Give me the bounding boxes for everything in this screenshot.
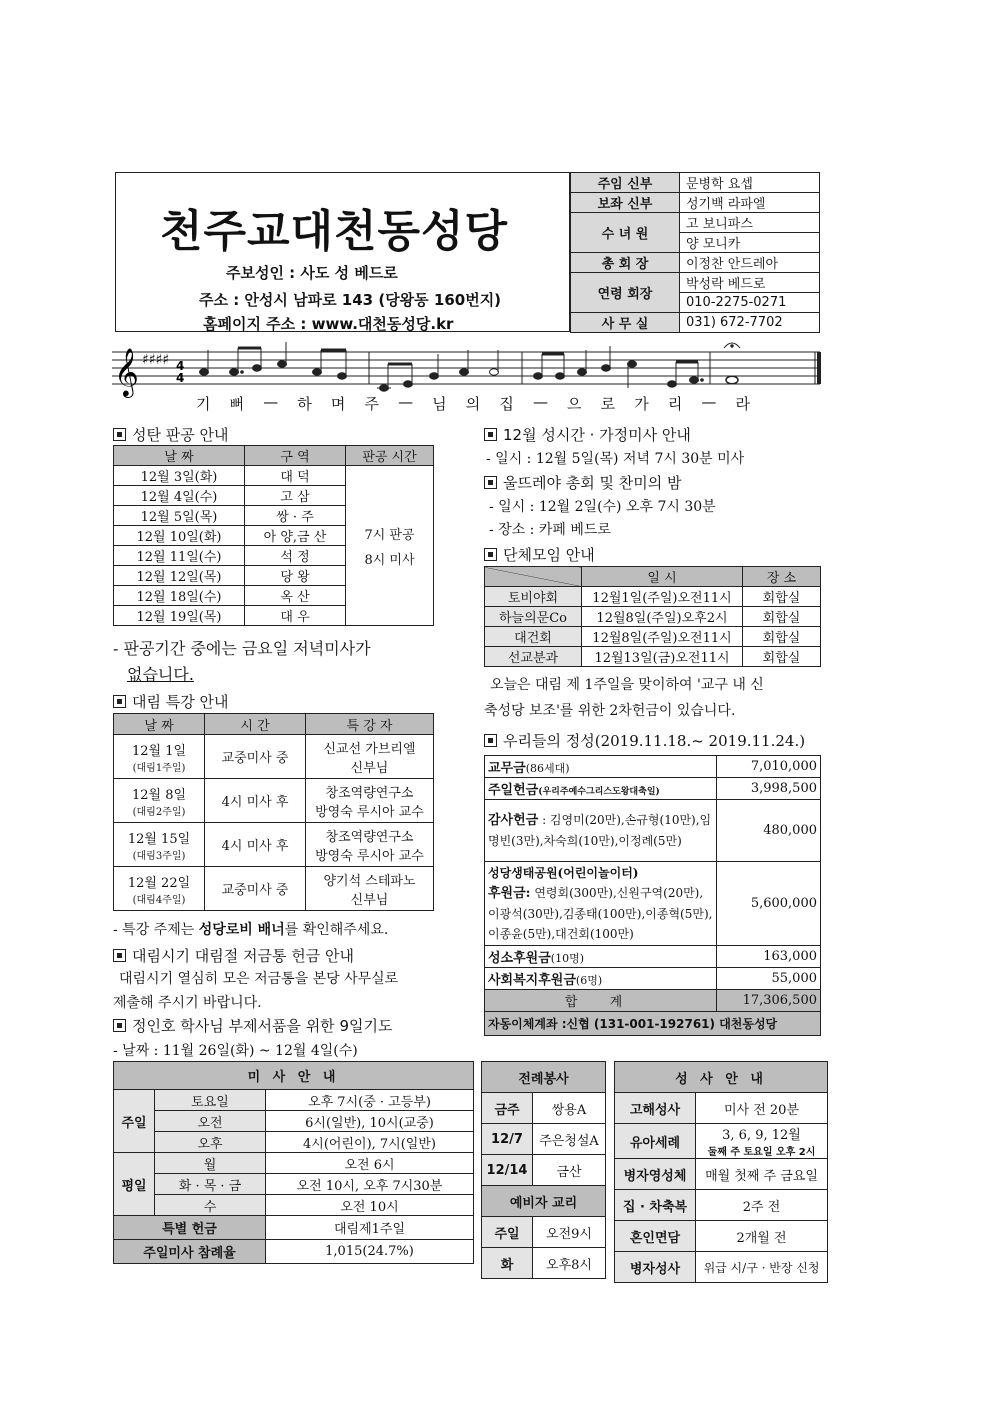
confession-note: - 판공기간 중에는 금요일 저녁미사가 [113,639,371,658]
lyric-syllable: 의 [465,395,487,413]
savings-line: 대림시기 열심히 모은 저금통을 본당 사무실로 [119,971,399,987]
staff-role: 연령 회장 [571,273,680,313]
table-row: 성당생태공원(어린이놀이터) 후원금: 연령회(300만),신원구역(20만),이광석(30만),김종태(100만),이종혁(5만),이종윤(5만),대건회(100만) 5,600,000 [485,862,821,946]
table-row: 12월 22일 (대림4주일) 교중미사 중 양기석 스테파노 신부님 [114,867,434,911]
square-bullet-icon [484,476,497,489]
square-bullet-icon [484,548,497,561]
table-header: 일 시 [582,567,743,587]
table-header: 날 짜 [114,714,205,735]
lyric-syllable: 주 [364,395,385,413]
staff-role: 수 녀 원 [571,213,680,253]
table-row: 하늘의문Co 12월8일(주일)오후2시 회합실 [485,607,821,627]
staff-name: 고 보니파스 [680,213,820,233]
lyric-syllable: 로 [600,395,622,413]
lyric-syllable: — [701,393,723,411]
mass-schedule-table [113,1061,474,1264]
table-row: 오후 4시(어린이), 7시(일반) [114,1132,474,1153]
ultreya-line: - 일시 : 12월 2일(수) 오후 7시 30분 [489,499,716,515]
lyric-syllable: 하 [297,395,318,413]
square-bullet-icon [113,949,126,962]
table-header: 장 소 [743,567,821,587]
staff-role: 총 회 장 [571,253,680,273]
lecture-section-title: 대림 특강 안내 [113,691,228,712]
offerings-table [484,755,821,1036]
staff-name: 문병학 요셉 [680,173,820,193]
address: 주소 : 안성시 남파로 143 (당왕동 160번지) [199,291,502,309]
second-collection-note-2: 축성당 보조'를 위한 2차헌금이 있습니다. [484,703,736,719]
attendance-row: 주일미사 참례율 1,015(24.7%) [114,1240,474,1264]
staff-phone: 010-2275-0271 [680,293,820,313]
diagonal-header-cell [485,567,582,587]
table-header: 구 역 [245,446,346,466]
table-header: 판공 시간 [346,446,434,466]
table-row: 선교분과 12월13일(금)오전11시 회합실 [485,647,821,667]
svg-text:𝄞: 𝄞 [114,347,139,396]
lyric-syllable: 며 [330,395,352,413]
confession-note-2: 없습니다. [127,665,194,684]
table-row: 12월 15일 (대림3주일) 4시 미사 후 창조역량연구소 방영숙 루시아 교수 [114,823,434,867]
ultreya-line-2: - 장소 : 카페 베드로 [489,522,611,538]
lyric-syllable: 집 [499,395,520,413]
table-row: 토비야회 12월1일(주일)오전11시 회합실 [485,587,821,607]
table-row: 대건회 12월8일(주일)오전11시 회합실 [485,627,821,647]
christmas-section-title: 성탄 판공 안내 [113,424,228,445]
second-collection-note: 오늘은 대림 제 1주일을 맞이하여 '교구 내 신 [490,677,764,693]
lyrics [196,393,756,414]
table-row: 12월 12일(목) 당 왕 [114,566,434,586]
staff-role: 보좌 신부 [571,193,680,213]
lyric-syllable: 라 [735,395,756,413]
table-row: 금주 쌍용A [482,1093,606,1124]
square-bullet-icon [484,734,497,747]
table-row: 12월 11일(수) 석 정 [114,546,434,566]
staff-role: 주임 신부 [571,173,680,193]
lyric-syllable: 뻐 [229,395,251,413]
table-row: 감사헌금 : 김영미(20만),손규형(10만),임명빈(3만),차숙희(10만),이정례(5만) 480,000 [485,800,821,862]
novena-section-title: 정인호 학사님 부제서품을 위한 9일기도 [113,1015,392,1036]
lyric-syllable: — [398,393,420,411]
lyric-syllable: 가 [634,395,655,413]
total-row: 합 계 17,306,500 [485,990,821,1012]
table-row: 12월 18일(수) 옥 산 [114,586,434,606]
table-row: 고해성사 미사 전 20분 [615,1093,828,1124]
lyric-syllable: — [263,393,285,411]
table-header: 날 짜 [114,446,245,466]
table-row: 병자성사 위급 시/구 · 반장 신청 [615,1252,828,1283]
staff-role: 사 무 실 [571,313,680,333]
patron-saint: 주보성인 : 사도 성 베드로 [226,264,398,282]
table-row: 주일 오전9시 [482,1217,606,1248]
svg-text:♯♯♯♯: ♯♯♯♯ [142,352,170,368]
staff-name: 이정찬 안드레아 [680,253,820,273]
table-row: 교무금(86세대) 7,010,000 [485,756,821,778]
novena-line: - 날짜 : 11월 26일(화) ~ 12월 4일(수) [113,1043,358,1059]
svg-text:4: 4 [176,359,185,373]
square-bullet-icon [113,428,126,441]
mass-schedule-title: 미 사 안 내 [114,1062,474,1090]
table-row: 주일헌금(우리주예수그리스도왕대축일) 3,998,500 [485,778,821,800]
ultreya-title: 울뜨레야 총회 및 찬미의 밤 [484,472,681,493]
groups-title: 단체모임 안내 [484,544,595,565]
table-row: 12/7 주은청설A [482,1124,606,1155]
savings-section-title: 대림시기 대림절 저금통 헌금 안내 [113,945,354,966]
offerings-title: 우리들의 정성(2019.11.18.~ 2019.11.24.) [484,730,805,751]
table-row: 오전 6시(일반), 10시(교중) [114,1111,474,1132]
table-row: 화 · 목 · 금 오전 10시, 오후 7시30분 [114,1174,474,1195]
sacraments-title: 성 사 안 내 [615,1062,828,1093]
table-row: 12월 3일(화) 대 덕 7시 판공 8시 미사 [114,466,434,486]
table-row: 12월 5일(목) 쌍 · 주 [114,506,434,526]
december-mass-line: - 일시 : 12월 5일(목) 저녁 7시 30분 미사 [486,451,745,467]
square-bullet-icon [113,1019,126,1032]
table-row: 집 · 차축복 2주 전 [615,1190,828,1221]
special-offering-row: 특별 헌금 대림제1주일 [114,1216,474,1240]
december-mass-title: 12월 성시간 · 가정미사 안내 [484,424,691,445]
table-header: 시 간 [205,714,306,735]
table-row: 화 오후8시 [482,1248,606,1279]
table-row: 12월 8일 (대림2주일) 4시 미사 후 창조역량연구소 방영숙 루시아 교수 [114,779,434,823]
lyric-syllable: 기 [196,395,217,413]
table-row: 12월 19일(목) 대 우 [114,606,434,626]
table-row: 성소후원금(10명) 163,000 [485,946,821,968]
staff-name: 박성락 베드로 [680,273,820,293]
sacraments-table [614,1061,828,1283]
liturgy-title: 전례봉사 [482,1062,606,1093]
table-header: 특 강 자 [306,714,434,735]
lyric-syllable: — [532,393,554,411]
homepage: 홈페이지 주소 : www.대천동성당.kr [203,315,454,333]
table-row: 사회복지후원금(6명) 55,000 [485,968,821,990]
table-row: 12월 10일(화) 아 양,금 산 [114,526,434,546]
staff-table [570,172,820,333]
svg-text:4: 4 [176,371,185,385]
advent-lecture-table [113,713,434,911]
table-row: 유아세례 3, 6, 9, 12월 둘째 주 토요일 오후 2시 [615,1124,828,1159]
catechism-header: 예비자 교리 [482,1186,606,1217]
lyric-syllable: 리 [667,395,689,413]
table-row: 병자영성체 매월 첫째 주 금요일 [615,1159,828,1190]
christmas-confession-table [113,445,434,626]
group-meeting-table [484,566,821,667]
lyric-syllable: 으 [567,395,588,413]
staff-name: 양 모니카 [680,233,820,253]
table-row: 평일 월 오전 6시 [114,1153,474,1174]
confession-time: 7시 판공 8시 미사 [346,466,434,626]
table-row: 12/14 금산 [482,1155,606,1186]
table-row: 혼인면담 2개월 전 [615,1221,828,1252]
table-row: 12월 1일 (대림1주일) 교중미사 중 신교선 가브리엘 신부님 [114,735,434,779]
parish-title: 천주교대천동성당 [160,206,509,257]
square-bullet-icon [484,428,497,441]
savings-line-2: 제출해 주시기 바랍니다. [113,995,262,1011]
liturgy-service-table [481,1061,606,1279]
lecture-note: - 특강 주제는 성당로비 배너를 확인해주세요. [113,922,389,938]
account-row: 자동이체계좌 :신협 (131-001-192761) 대천동성당 [485,1012,821,1036]
table-row: 12월 4일(수) 고 삼 [114,486,434,506]
table-row: 수 오전 10시 [114,1195,474,1216]
lyric-syllable: 님 [432,395,453,413]
staff-name: 성기백 라파엘 [680,193,820,213]
square-bullet-icon [113,695,126,708]
table-row: 주일 토요일 오후 7시(중 · 고등부) [114,1090,474,1111]
office-phone: 031) 672-7702 [680,313,820,333]
